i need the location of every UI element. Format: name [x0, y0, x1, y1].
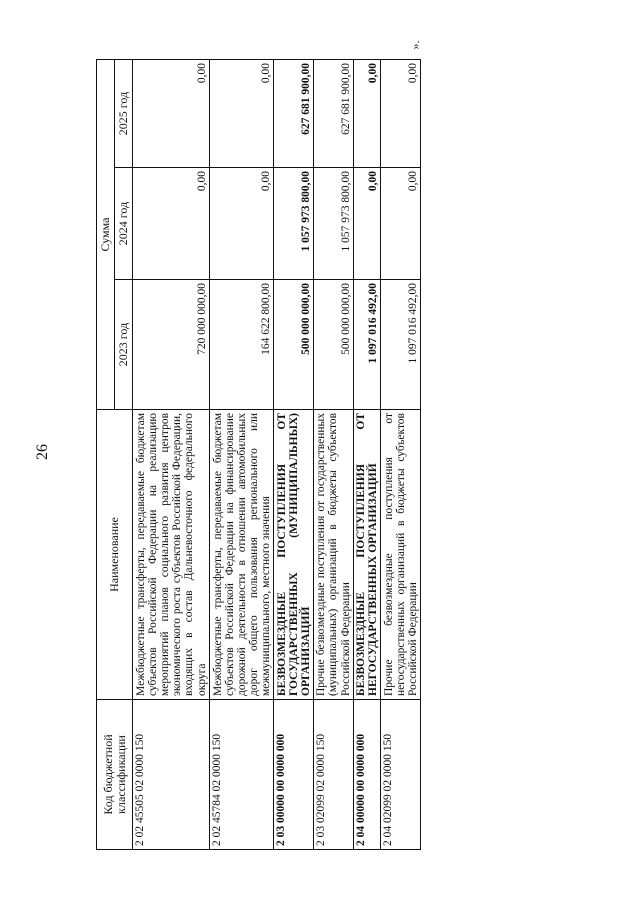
- row-value-2023: 1 097 016 492,00: [353, 280, 381, 410]
- row-value-2024: 1 057 973 800,00: [313, 168, 353, 280]
- table-row: [273, 59, 313, 849]
- row-value-2025: 0,00: [381, 59, 421, 167]
- row-value-2024: 0,00: [381, 168, 421, 280]
- row-name: Межбюджетные трансферты, передаваемые бюджетам субъектов Российской Федерации на финансирование дорожной деятельности в отношении автомобильных дорог общего пользования регионального или межмуниципального, местного значения: [209, 410, 273, 700]
- header-2024: 2024 год: [115, 168, 133, 280]
- table-row: [353, 59, 381, 849]
- row-value-2023: 500 000 000,00: [273, 280, 313, 410]
- row-value-2025: 0,00: [133, 59, 210, 167]
- row-value-2024: 0,00: [133, 168, 210, 280]
- row-code: 2 02 45784 02 0000 150: [209, 700, 273, 850]
- row-name: БЕЗВОЗМЕЗДНЫЕ ПОСТУПЛЕНИЯ ОТ ГОСУДАРСТВЕННЫХ (МУНИЦИПАЛЬНЫХ) ОРГАНИЗАЦИЙ: [273, 410, 313, 700]
- table-row: [133, 59, 210, 849]
- row-code: 2 03 02099 02 0000 150: [313, 700, 353, 850]
- row-value-2024: 0,00: [353, 168, 381, 280]
- rotated-table-container: [96, 60, 421, 850]
- row-value-2023: 1 097 016 492,00: [381, 280, 421, 410]
- row-code: 2 04 02099 02 0000 150: [381, 700, 421, 850]
- row-value-2024: 0,00: [209, 168, 273, 280]
- row-code: 2 03 00000 00 0000 000: [273, 700, 313, 850]
- row-value-2023: 500 000 000,00: [313, 280, 353, 410]
- row-name: Прочие безвозмездные поступления от государственных (муниципальных) организаций в бюджеты субъектов Российской Федерации: [313, 410, 353, 700]
- row-name: Межбюджетные трансферты, передаваемые бюджетам субъектов Российской Федерации на реализацию мероприятий планов социального развития центров экономического роста субъектов Российской Федерации, входящих в состав Дальневосточного федерального округа: [133, 410, 210, 700]
- table-body: [133, 59, 421, 849]
- row-value-2025: 627 681 900,00: [273, 59, 313, 167]
- header-name: Наименование: [97, 410, 133, 700]
- table-row: [313, 59, 353, 849]
- row-value-2023: 164 622 800,00: [209, 280, 273, 410]
- row-name: Прочие безвозмездные поступления от негосударственных организаций в бюджеты субъектов Российской Федерации: [381, 410, 421, 700]
- page-number: 26: [34, 444, 51, 460]
- table-row: [381, 59, 421, 849]
- row-value-2023: 720 000 000,00: [133, 280, 210, 410]
- row-code: 2 04 00000 00 0000 000: [353, 700, 381, 850]
- row-code: 2 02 45505 02 0000 150: [133, 700, 210, 850]
- closing-quote-mark: ».: [408, 40, 422, 50]
- row-name: БЕЗВОЗМЕЗДНЫЕ ПОСТУПЛЕНИЯ ОТ НЕГОСУДАРСТВЕННЫХ ОРГАНИЗАЦИЙ: [353, 410, 381, 700]
- header-code: Код бюджетной классификации: [97, 700, 133, 850]
- header-2025: 2025 год: [115, 59, 133, 167]
- header-sum: Сумма: [97, 59, 115, 409]
- table-row: [209, 59, 273, 849]
- row-value-2025: 627 681 900,00: [313, 59, 353, 167]
- row-value-2025: 0,00: [209, 59, 273, 167]
- row-value-2025: 0,00: [353, 59, 381, 167]
- header-2023: 2023 год: [115, 280, 133, 410]
- row-value-2024: 1 057 973 800,00: [273, 168, 313, 280]
- budget-revenue-table: [96, 59, 421, 850]
